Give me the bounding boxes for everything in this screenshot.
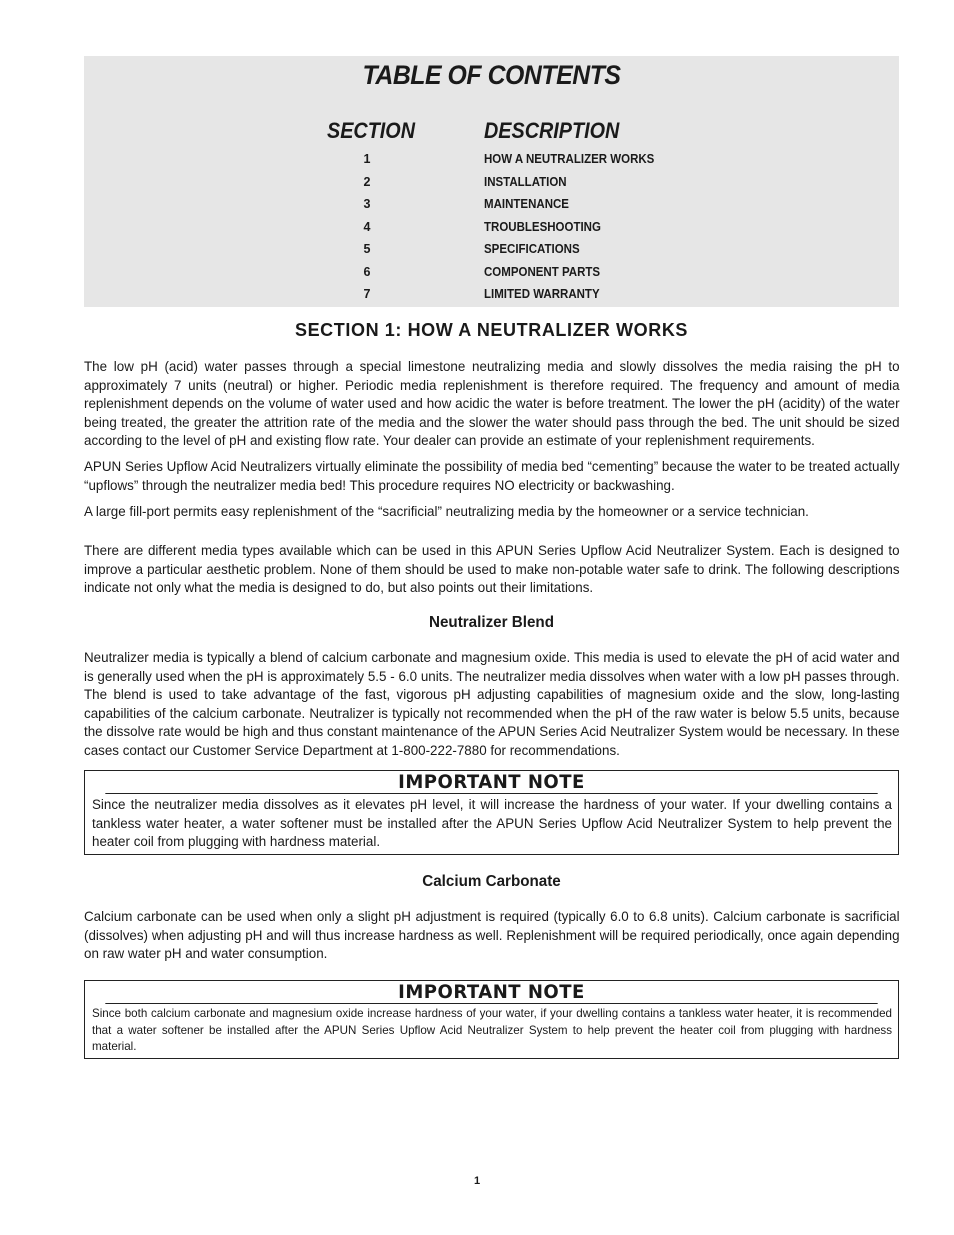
toc-row-description: TROUBLESHOOTING [484, 219, 601, 234]
subheading-neutralizer-blend: Neutralizer Blend [428, 614, 555, 631]
important-note-box [84, 770, 899, 855]
page-number: 1 [473, 1175, 481, 1187]
toc-row-number: 4 [363, 219, 371, 234]
paragraph-fill-port: A large fill-port permits easy replenishment of the “sacrificial” neutralizing media by the homeowner or a service technician. [84, 504, 809, 519]
note-title: IMPORTANT NOTE [105, 771, 877, 794]
subheading-calcium-carbonate: Calcium Carbonate [422, 873, 561, 890]
paragraph-how-it-works: The low pH (acid) water passes through a special limestone neutralizing media and slowly dissolves the media raising the pH to approximately 7 units (neutral) or higher. Periodic media replenishment is therefore required. The frequency and amount of media replenishment depends on the volume of water used and how acidic the water is before treatment. The lower the pH (acidity) of the water being treated, the greater the attrition rate of the media and the slower the water should pass through the bed. The unit should be sized according to the level of pH and existing flow rate. Your dealer can provide an estimate of your replenishment requirements. [84, 359, 900, 449]
note-body: Since the neutralizer media dissolves as it elevates pH level, it will increase the hardness of your water. If your dwelling contains a tankless water heater, a water softener must be installed after the APUN Series Upflow Acid Neutralizer System to help prevent the heater coil from plugging with hardness material. [92, 797, 892, 849]
paragraph-media-types: There are different media types available which can be used in this APUN Series Upflow Acid Neutralizer System. Each is designed to improve a particular aesthetic problem. None of them should be used to make non-potable water safe to drink. The following descriptions indicate not only what the media is designed to do, but also points out their limitations. [84, 543, 900, 596]
toc-row-description: SPECIFICATIONS [484, 242, 580, 256]
toc-row-description: INSTALLATION [484, 174, 567, 189]
toc-row-description: COMPONENT PARTS [484, 264, 601, 279]
paragraph-neutralizer-blend: Neutralizer media is typically a blend of calcium carbonate and magnesium oxide. This media is used to elevate the pH of acid water and is generally used when the pH is approximately 5.5 - 6.0 units. The neutralizer media dissolves when water with a low pH passes through. The blend is used to take advantage of the fast, vigorous pH adjusting capabilities of magnesium oxide and the slow, long-lasting capabilities of the calcium carbonate. Neutralizer is typically not recommended when the pH of the raw water is below 5.5 units, because the dissolve rate would be high and thus constant maintenance of the APUN Series Acid Neutralizer System would be necessary. In these cases contact our Customer Service Department at 1-800-222-7880 for recommendations. [84, 650, 900, 758]
toc-row [84, 197, 899, 217]
toc-row [84, 287, 899, 307]
toc-row [84, 152, 899, 172]
important-note-box [84, 980, 899, 1059]
toc-row [84, 265, 899, 285]
toc-row [84, 220, 899, 240]
toc-section-header: SECTION [327, 118, 416, 143]
toc-row [84, 242, 899, 262]
toc-row [84, 175, 899, 195]
note-title: IMPORTANT NOTE [105, 981, 877, 1004]
toc-row-number: 2 [363, 174, 371, 189]
table-of-contents [84, 56, 899, 307]
toc-row-number: 1 [363, 152, 371, 166]
toc-row-description: LIMITED WARRANTY [484, 287, 600, 301]
toc-description-header: DESCRIPTION [484, 118, 620, 143]
toc-row-number: 5 [363, 242, 371, 256]
note-body: Since both calcium carbonate and magnesium oxide increase hardness of your water, if your dwelling contains a tankless water heater, it is recommended that a water softener be installed after the APUN Series Upflow Acid Neutralizer System to help prevent the heater coil from plugging with hardness material. [92, 1007, 892, 1053]
section-heading: SECTION 1: HOW A NEUTRALIZER WORKS [294, 320, 689, 340]
toc-title: TABLE OF CONTENTS [362, 60, 621, 90]
toc-row-number: 3 [363, 197, 371, 211]
paragraph-upflow: APUN Series Upflow Acid Neutralizers virtually eliminate the possibility of media bed “cementing” because the water to be treated actually “upflows” through the neutralizer media bed! This procedure requires NO electricity or backwashing. [84, 459, 900, 493]
toc-row-number: 7 [363, 287, 371, 301]
toc-row-description: HOW A NEUTRALIZER WORKS [484, 152, 655, 166]
toc-row-number: 6 [363, 264, 371, 279]
paragraph-calcium-carbonate: Calcium carbonate can be used when only a slight pH adjustment is required (typically 6.0 to 6.8 units). Calcium carbonate is sacrificial (dissolves) when adjusting pH and will thus increase hardness as well. Replenishment will be required periodically, once again depending on raw water pH and water consumption. [84, 909, 900, 962]
toc-row-description: MAINTENANCE [484, 197, 569, 211]
